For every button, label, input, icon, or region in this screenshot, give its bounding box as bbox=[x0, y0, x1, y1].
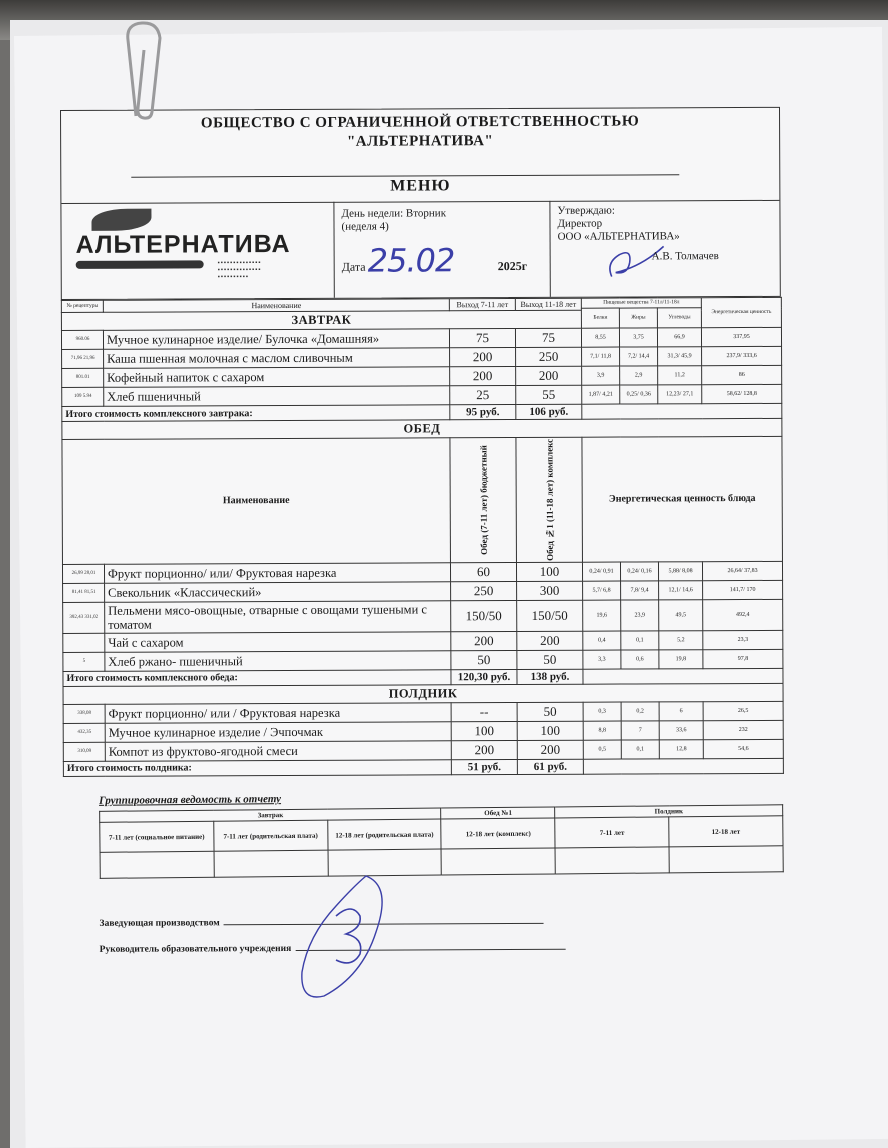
approval-block bbox=[557, 204, 679, 244]
empty-cell bbox=[583, 668, 783, 684]
proteins: 0,4 bbox=[583, 631, 621, 650]
grouping-sub-2: 7-11 лет (родительская плата) bbox=[214, 820, 328, 851]
breakfast-rows bbox=[61, 327, 781, 406]
fats: 0,24/ 0,16 bbox=[620, 562, 658, 581]
grouping-title: Группировочная ведомость к отчету bbox=[98, 793, 282, 807]
proteins: 3,9 bbox=[582, 366, 620, 385]
logo-band bbox=[76, 260, 204, 269]
fats: 0,25/ 0,36 bbox=[620, 385, 658, 404]
logo-subtext: ▪▪▪▪▪▪▪▪▪▪▪▪▪▪ ▪▪▪▪▪▪▪▪▪▪▪▪▪▪ ▪▪▪▪▪▪▪▪▪▪ bbox=[217, 260, 262, 281]
paperclip-icon bbox=[122, 20, 166, 120]
proteins: 7,1/ 11,8 bbox=[582, 347, 620, 366]
year-label: 2025г bbox=[497, 258, 528, 274]
proteins: 8,8 bbox=[583, 721, 621, 740]
lunch-col-energy: Энергетическая ценность блюда bbox=[582, 436, 783, 562]
grouping-lunch: Обед №1 bbox=[441, 807, 555, 819]
date-value: 25.02 bbox=[367, 241, 455, 280]
output-7-11: 200 bbox=[450, 367, 516, 386]
energy: 232 bbox=[703, 720, 783, 739]
output-7-11: 50 bbox=[451, 650, 517, 669]
recipe-code: 432,35 bbox=[63, 723, 105, 742]
carbs: 5,2 bbox=[659, 631, 703, 650]
dish-name: Кофейный напиток с сахаром bbox=[104, 367, 450, 388]
grouping-sub-4: 12-18 лет (комплекс) bbox=[441, 818, 555, 849]
fats: 0,1 bbox=[621, 631, 659, 650]
recipe-code bbox=[63, 633, 105, 652]
carbs: 12,8 bbox=[659, 740, 703, 759]
organization-name bbox=[61, 112, 779, 153]
total-row bbox=[63, 758, 783, 776]
lunch-total-11-18: 138 руб. bbox=[517, 669, 583, 684]
output-11-18: 50 bbox=[517, 650, 583, 669]
proteins: 0,24/ 0,91 bbox=[582, 562, 620, 581]
output-7-11: -- bbox=[451, 702, 517, 721]
recipe-code: 71,96 21,96 bbox=[62, 349, 104, 368]
energy: 492,4 bbox=[703, 599, 783, 630]
proteins: 8,55 bbox=[581, 328, 619, 347]
director-name: А.В. Толмачев bbox=[651, 250, 719, 263]
grouping-cell bbox=[100, 851, 214, 878]
carbs: 49,5 bbox=[659, 600, 703, 631]
fats: 2,9 bbox=[620, 366, 658, 385]
output-11-18: 55 bbox=[516, 385, 582, 404]
col-name: Наименование bbox=[103, 299, 449, 313]
dish-name: Фрукт порционно/ или / Фруктовая нарезка bbox=[105, 703, 451, 724]
snack-section-title: ПОЛДНИК bbox=[63, 683, 783, 704]
proteins: 19,6 bbox=[583, 600, 621, 631]
signatures-block bbox=[100, 916, 784, 955]
output-11-18: 50 bbox=[517, 702, 583, 721]
carbs: 19,8 bbox=[659, 650, 703, 669]
proteins: 3,3 bbox=[583, 650, 621, 669]
proteins: 0,5 bbox=[583, 740, 621, 759]
grouping-breakfast: Завтрак bbox=[100, 808, 442, 822]
breakfast-total-label: Итого стоимость комплексного завтрака: bbox=[62, 405, 450, 422]
head-prod-line bbox=[100, 916, 784, 929]
dish-name: Компот из фруктово-ягодной смеси bbox=[105, 741, 451, 762]
recipe-code: 960.06 bbox=[61, 330, 103, 349]
energy: 23,3 bbox=[703, 630, 783, 649]
divider bbox=[549, 201, 550, 297]
empty-cell bbox=[583, 758, 783, 774]
energy: 86 bbox=[702, 365, 782, 384]
energy: 141,7/ 170 bbox=[703, 580, 783, 599]
col-output-7-11: Выход 7-11 лет bbox=[449, 299, 515, 311]
fats: 0,2 bbox=[621, 702, 659, 721]
logo-leaf-icon bbox=[91, 209, 151, 231]
lunch-col-o1 bbox=[450, 438, 517, 563]
snack-total-7-11: 51 руб. bbox=[451, 759, 517, 774]
dish-name: Свекольник «Классический» bbox=[105, 582, 451, 603]
output-11-18: 100 bbox=[516, 562, 582, 581]
output-11-18: 150/50 bbox=[517, 600, 583, 631]
fats: 7,8/ 9,4 bbox=[621, 581, 659, 600]
carbs: 11,2 bbox=[658, 366, 702, 385]
lunch-col-o2-label: Обед №1 (11-18 лет) комплекс bbox=[543, 438, 555, 561]
fats: 0,1 bbox=[621, 740, 659, 759]
handwritten-mark-icon bbox=[296, 872, 396, 1002]
head-school-label: Руководитель образовательного учреждения bbox=[99, 943, 292, 955]
grouping-cell bbox=[555, 847, 669, 874]
proteins: 1,87/ 4,21 bbox=[582, 385, 620, 404]
week-label: (неделя 4) bbox=[341, 220, 389, 233]
fats: 7,2/ 14,4 bbox=[620, 347, 658, 366]
recipe-code: 81,41 81,51 bbox=[63, 583, 105, 602]
grouping-value-row bbox=[100, 846, 783, 879]
proteins: 0,3 bbox=[583, 702, 621, 721]
col-recipe-no: № рецептуры bbox=[61, 300, 103, 312]
recipe-code: 392,43 331,02 bbox=[63, 602, 105, 633]
energy: 237,9/ 333,6 bbox=[702, 346, 782, 365]
table-header-row bbox=[62, 436, 783, 564]
snack-rows bbox=[63, 701, 783, 761]
recipe-code: 5 bbox=[63, 652, 105, 671]
fats: 3,75 bbox=[619, 328, 657, 347]
signature-icon bbox=[602, 242, 672, 282]
recipe-code: 310,09 bbox=[63, 742, 105, 761]
output-11-18: 75 bbox=[515, 328, 581, 347]
fats: 23,9 bbox=[621, 600, 659, 631]
output-7-11: 25 bbox=[450, 386, 516, 405]
col-energy: Энергетическая ценность bbox=[701, 297, 781, 327]
day-of-week bbox=[341, 207, 446, 233]
fats: 7 bbox=[621, 721, 659, 740]
lunch-section-title: ОБЕД bbox=[62, 418, 782, 439]
output-11-18: 200 bbox=[517, 631, 583, 650]
breakfast-total-7-11: 95 руб. bbox=[450, 405, 516, 420]
dish-name: Фрукт порционно/ или/ Фруктовая нарезка bbox=[104, 563, 450, 584]
breakfast-total-11-18: 106 руб. bbox=[516, 404, 582, 419]
approve-org: ООО «АЛЬТЕРНАТИВА» bbox=[557, 230, 680, 243]
grouping-statement bbox=[99, 788, 784, 879]
carbs: 12,1/ 14,6 bbox=[659, 581, 703, 600]
org-line-2: "АЛЬТЕРНАТИВА" bbox=[346, 133, 494, 150]
date-label: Дата bbox=[341, 259, 366, 274]
approve-label: Утверждаю: bbox=[557, 204, 615, 217]
grouping-snack: Полдник bbox=[555, 805, 783, 818]
output-11-18: 250 bbox=[516, 347, 582, 366]
breakfast-table bbox=[61, 297, 784, 777]
menu-document bbox=[60, 107, 784, 955]
col-fats: Жиры bbox=[619, 308, 657, 328]
grouping-sub-5: 7-11 лет bbox=[555, 817, 669, 848]
output-7-11: 75 bbox=[449, 329, 515, 348]
proteins: 5,7/ 6,8 bbox=[583, 581, 621, 600]
day-label: День недели: Вторник bbox=[341, 207, 447, 220]
fats: 0,6 bbox=[621, 650, 659, 669]
energy: 58,62/ 128,8 bbox=[702, 384, 782, 403]
grouping-sub-1: 7-11 лет (социальное питание) bbox=[100, 821, 214, 852]
output-7-11: 100 bbox=[451, 721, 517, 740]
dish-name: Хлеб ржано- пшеничный bbox=[105, 651, 451, 672]
output-7-11: 200 bbox=[451, 740, 517, 759]
dish-name: Мучное кулинарное изделие / Эчпочмак bbox=[105, 722, 451, 743]
recipe-code: 801.01 bbox=[62, 368, 104, 387]
output-7-11: 200 bbox=[451, 631, 517, 650]
dish-name: Каша пшенная молочная с маслом сливочным bbox=[104, 348, 450, 369]
carbs: 12,23/ 27,1 bbox=[658, 385, 702, 404]
col-output-11-18: Выход 11-18 лет bbox=[515, 298, 581, 310]
menu-title: МЕНЮ bbox=[390, 177, 451, 195]
carbs: 66,9 bbox=[657, 328, 701, 347]
grouping-sub-3: 12-18 лет (родительская плата) bbox=[327, 819, 441, 850]
company-logo bbox=[67, 208, 329, 289]
dish-name: Хлеб пшеничный bbox=[104, 386, 450, 407]
recipe-code: 109 5.94 bbox=[62, 387, 104, 406]
head-prod-label: Заведующая производством bbox=[99, 918, 220, 929]
col-proteins: Белки bbox=[581, 308, 619, 328]
grouping-table bbox=[99, 804, 784, 879]
carbs: 31,3/ 45,9 bbox=[658, 347, 702, 366]
carbs: 5,88/ 8,08 bbox=[658, 562, 702, 581]
empty-cell bbox=[582, 403, 782, 419]
output-11-18: 200 bbox=[516, 366, 582, 385]
output-11-18: 300 bbox=[517, 581, 583, 600]
col-carbs: Углеводы bbox=[657, 308, 701, 328]
output-11-18: 100 bbox=[517, 721, 583, 740]
breakfast-section-title: ЗАВТРАК bbox=[61, 310, 581, 330]
approve-role: Директор bbox=[557, 217, 603, 230]
carbs: 6 bbox=[659, 702, 703, 721]
divider bbox=[333, 202, 334, 298]
lunch-row bbox=[63, 599, 783, 633]
energy: 337,95 bbox=[701, 327, 781, 346]
recipe-code: 26,99 28,01 bbox=[62, 564, 104, 583]
org-line-1: ОБЩЕСТВО С ОГРАНИЧЕННОЙ ОТВЕТСТВЕННОСТЬЮ bbox=[200, 113, 640, 132]
snack-total-label: Итого стоимость полдника: bbox=[63, 760, 451, 777]
col-nutrients: Пищевые вещества 7-11л/11-18л bbox=[581, 298, 701, 309]
lunch-col-name: Наименование bbox=[62, 438, 451, 565]
carbs: 33,6 bbox=[659, 721, 703, 740]
grouping-cell bbox=[442, 848, 556, 875]
energy: 54,6 bbox=[703, 739, 783, 758]
energy: 26,64/ 37,83 bbox=[703, 561, 783, 580]
snack-total-11-18: 61 руб. bbox=[517, 759, 583, 774]
dish-name: Мучное кулинарное изделие/ Булочка «Домашняя» bbox=[103, 329, 449, 350]
lunch-total-7-11: 120,30 руб. bbox=[451, 669, 517, 684]
recipe-code: 338,08 bbox=[63, 704, 105, 723]
energy: 97,8 bbox=[703, 649, 783, 668]
grouping-sub-6: 12-18 лет bbox=[669, 816, 783, 847]
output-7-11: 60 bbox=[450, 562, 516, 581]
grouping-cell bbox=[669, 846, 783, 873]
lunch-col-o1-label: Обед (7-11 лет) бюджетный bbox=[477, 445, 489, 556]
output-7-11: 150/50 bbox=[451, 600, 517, 631]
logo-text: АЛЬТЕРНАТИВА bbox=[75, 229, 291, 259]
dish-name: Чай с сахаром bbox=[105, 632, 451, 653]
lunch-rows bbox=[62, 561, 782, 671]
output-7-11: 250 bbox=[451, 581, 517, 600]
lunch-col-o2 bbox=[516, 437, 583, 562]
energy: 26,5 bbox=[703, 701, 783, 720]
document-header bbox=[60, 107, 781, 300]
output-11-18: 200 bbox=[517, 740, 583, 759]
dish-name: Пельмени мясо-овощные, отварные с овощами тушеными с томатом bbox=[105, 601, 451, 634]
output-7-11: 200 bbox=[450, 348, 516, 367]
lunch-total-label: Итого стоимость комплексного обеда: bbox=[63, 670, 451, 687]
